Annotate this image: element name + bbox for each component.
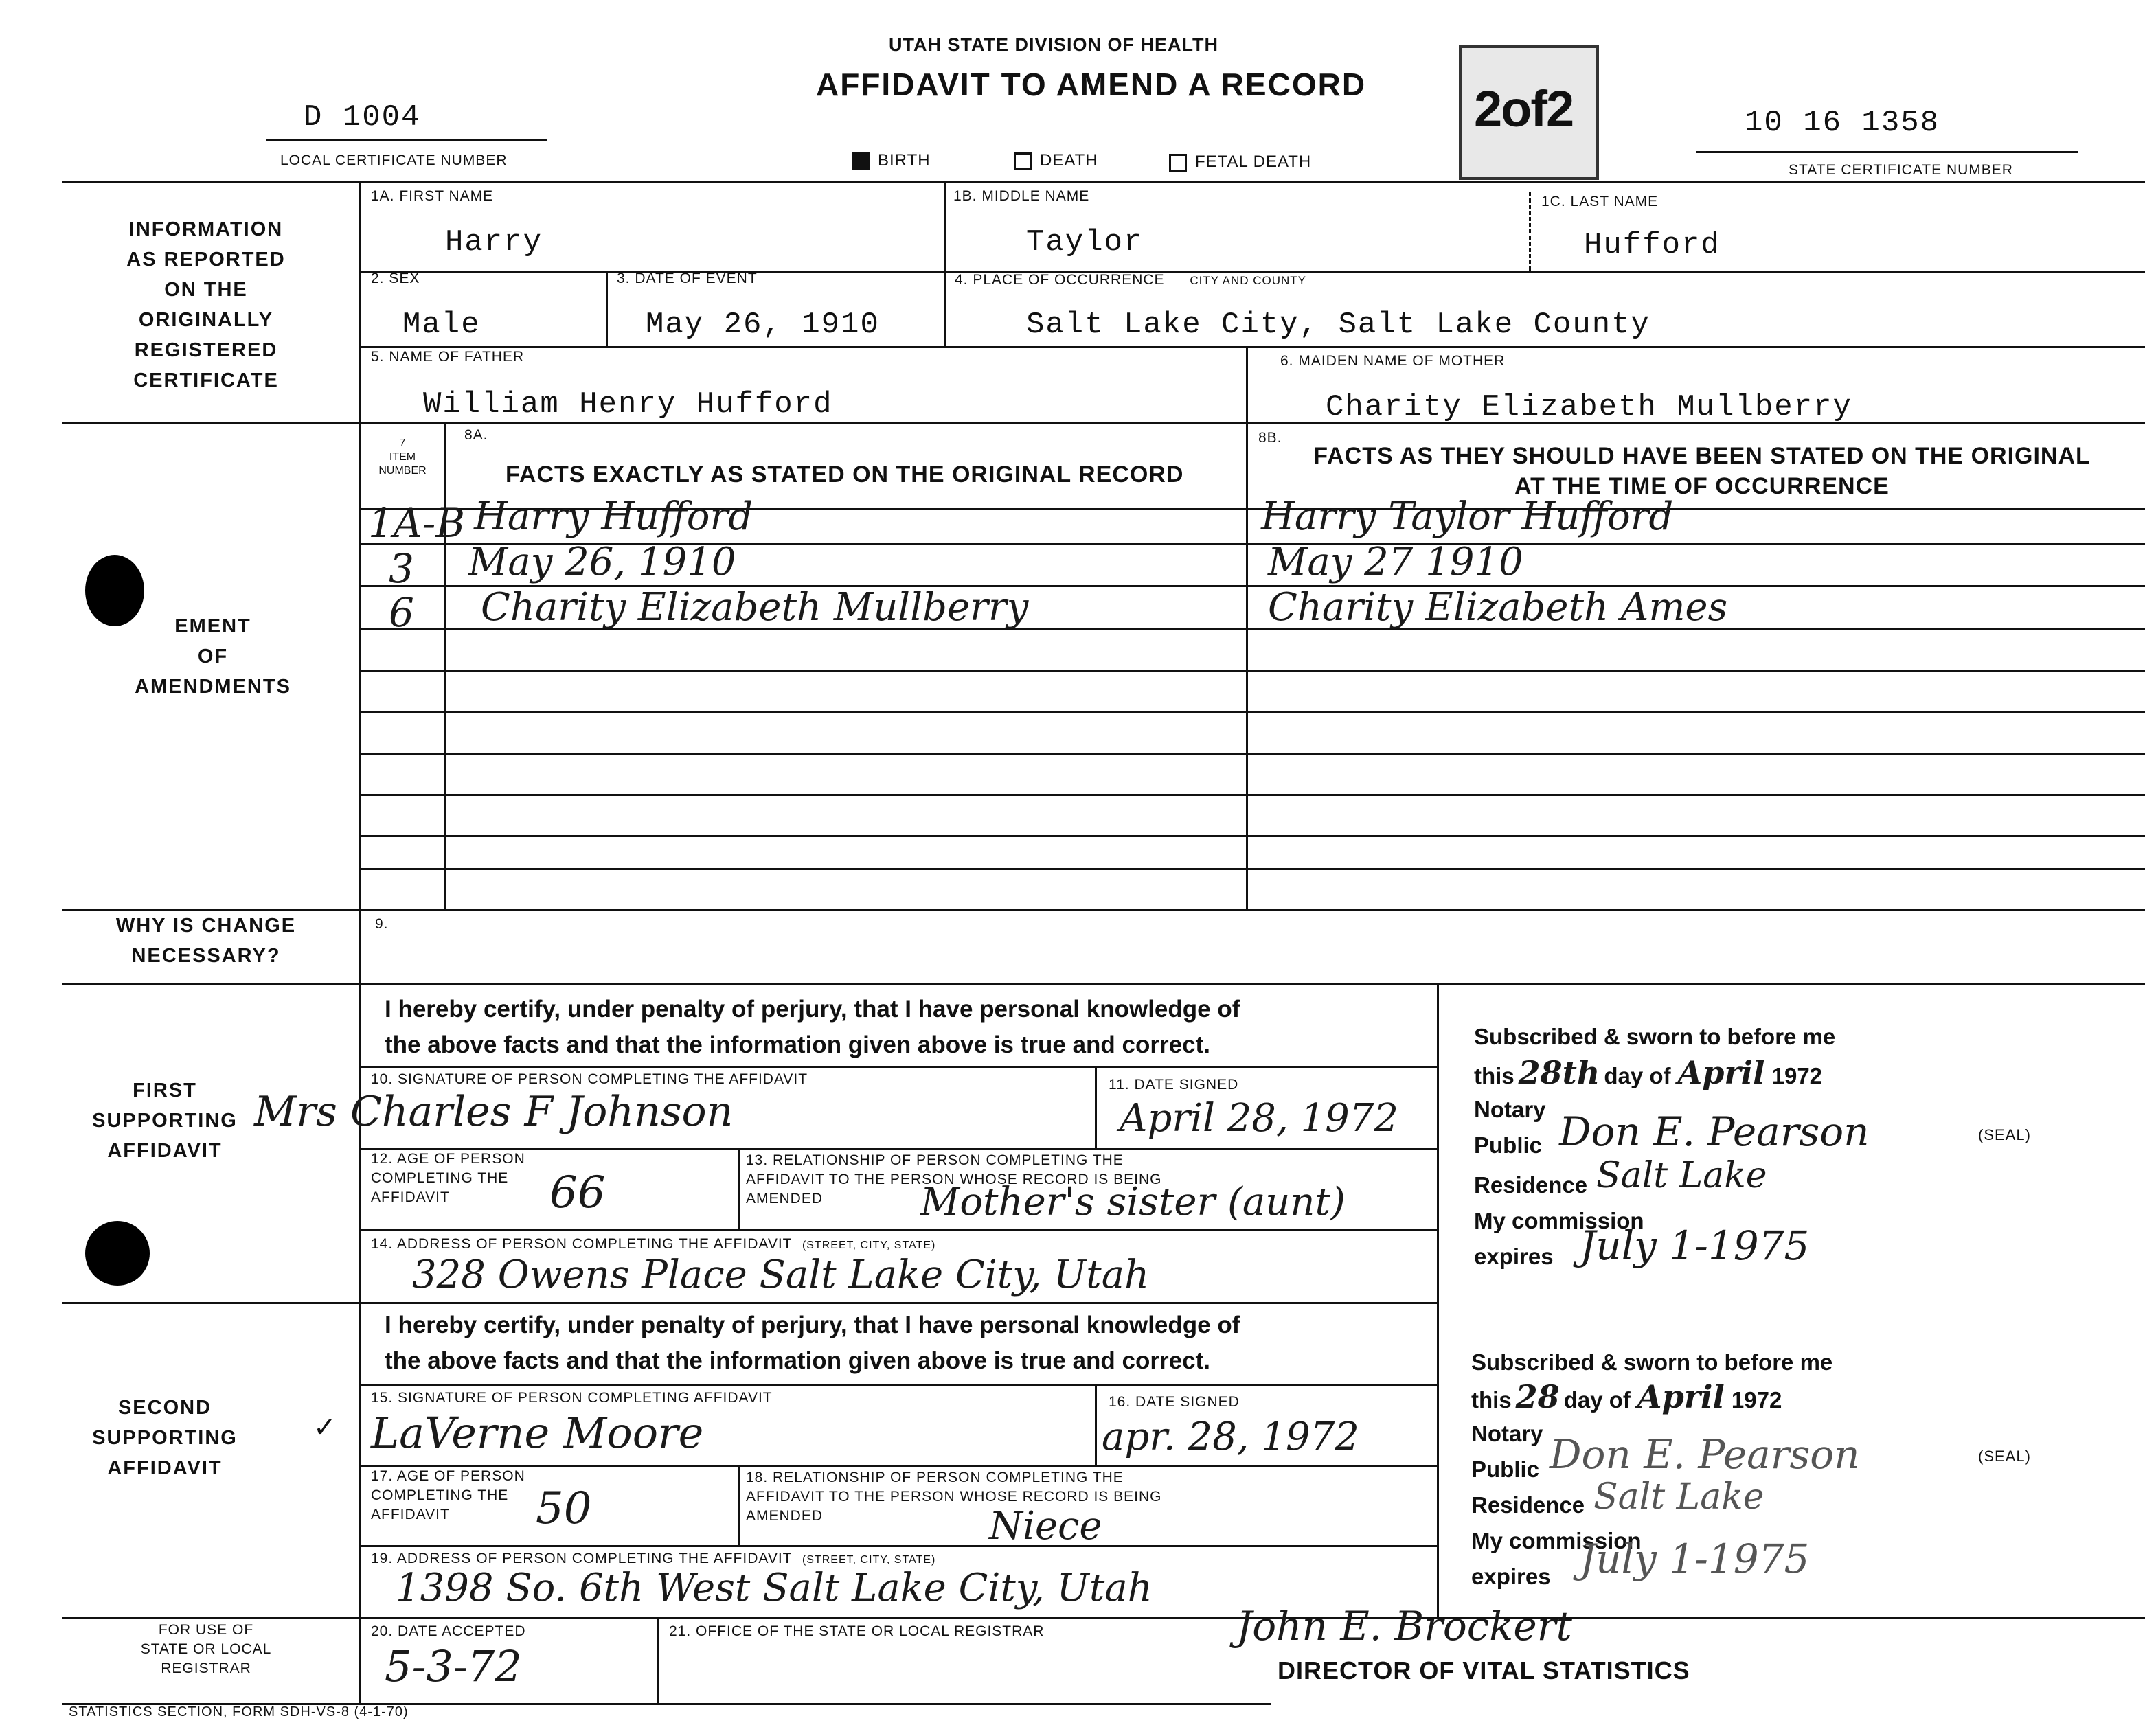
registrar-title: DIRECTOR OF VITAL STATISTICS bbox=[1278, 1656, 1690, 1684]
date-of-event-label: 3. DATE OF EVENT bbox=[617, 271, 758, 286]
amend-row-3-original[interactable]: Charity Elizabeth Mullberry bbox=[481, 585, 1029, 630]
notary1-commission-label: My commission expires bbox=[1474, 1208, 1644, 1269]
second-address-label: 19. ADDRESS OF PERSON COMPLETING THE AFFIDAVIT (STREET, CITY, STATE) bbox=[371, 1551, 936, 1566]
col-8b-title: FACTS AS THEY SHOULD HAVE BEEN STATED ON THE ORIGINAL AT THE TIME OF OCCURRENCE bbox=[1313, 443, 2091, 499]
sex-value[interactable]: Male bbox=[402, 308, 481, 342]
why-label: 9. bbox=[375, 916, 389, 932]
state-certificate-caption: STATE CERTIFICATE NUMBER bbox=[1789, 162, 2013, 178]
place-sublabel: CITY AND COUNTY bbox=[1190, 274, 1306, 287]
col-8a-title: FACTS EXACTLY AS STATED ON THE ORIGINAL RECORD bbox=[506, 461, 1184, 488]
type-fetal-death[interactable]: FETAL DEATH bbox=[1169, 152, 1311, 172]
second-address-sublabel: (STREET, CITY, STATE) bbox=[802, 1554, 936, 1566]
amend-row-2-corrected[interactable]: May 27 1910 bbox=[1268, 540, 1523, 584]
notary1-residence[interactable]: Salt Lake bbox=[1596, 1155, 1767, 1196]
notary2-sworn: Subscribed & sworn to before me bbox=[1471, 1349, 1833, 1375]
first-signature-label: 10. SIGNATURE OF PERSON COMPLETING THE AFFIDAVIT bbox=[371, 1071, 808, 1087]
first-relationship[interactable]: Mother's sister (aunt) bbox=[920, 1180, 1346, 1224]
amend-row-3-item[interactable]: 6 bbox=[389, 589, 414, 636]
col-8a-number: 8A. bbox=[464, 427, 488, 443]
notary1-expires[interactable]: July 1-1975 bbox=[1580, 1222, 1810, 1269]
notary2-public-label: Notary Public bbox=[1471, 1421, 1543, 1482]
local-certificate-caption: LOCAL CERTIFICATE NUMBER bbox=[280, 152, 508, 168]
mother-maiden-name-value[interactable]: Charity Elizabeth Mullberry bbox=[1326, 390, 1852, 424]
first-signature[interactable]: Mrs Charles F Johnson bbox=[254, 1088, 734, 1136]
registrar-office-label: 21. OFFICE OF THE STATE OR LOCAL REGISTRAR bbox=[669, 1623, 1045, 1639]
last-name-value[interactable]: Hufford bbox=[1584, 228, 1721, 262]
notary1-residence-label: Residence bbox=[1474, 1172, 1588, 1198]
fetal-death-checkbox[interactable] bbox=[1169, 154, 1187, 172]
amend-row-2-item[interactable]: 3 bbox=[389, 545, 414, 592]
notary1-seal: (SEAL) bbox=[1978, 1126, 2031, 1143]
state-certificate-number: 10 16 1358 bbox=[1745, 106, 1940, 140]
middle-name-label: 1B. MIDDLE NAME bbox=[953, 188, 1090, 204]
first-date[interactable]: April 28, 1972 bbox=[1120, 1096, 1399, 1141]
place-of-occurrence-value[interactable]: Salt Lake City, Salt Lake County bbox=[1026, 308, 1650, 342]
middle-name-value[interactable]: Taylor bbox=[1026, 225, 1144, 260]
first-address-sublabel: (STREET, CITY, STATE) bbox=[802, 1240, 936, 1251]
second-certify-text: I hereby certify, under penalty of perjury, that I have personal knowledge of the above facts and that the information given above is true and correct. bbox=[385, 1312, 1240, 1374]
agency-name: UTAH STATE DIVISION OF HEALTH bbox=[889, 34, 1218, 55]
second-relationship[interactable]: Niece bbox=[989, 1504, 1102, 1549]
why-field[interactable] bbox=[385, 941, 2102, 975]
first-address[interactable]: 328 Owens Place Salt Lake City, Utah bbox=[412, 1253, 1150, 1297]
date-of-event-value[interactable]: May 26, 1910 bbox=[646, 308, 880, 342]
notary2-month[interactable]: April bbox=[1637, 1378, 1725, 1415]
second-age[interactable]: 50 bbox=[536, 1483, 592, 1534]
second-date-label: 16. DATE SIGNED bbox=[1109, 1394, 1240, 1410]
last-name-label: 1C. LAST NAME bbox=[1541, 194, 1659, 209]
col-8b-number: 8B. bbox=[1258, 430, 1282, 446]
first-date-label: 11. DATE SIGNED bbox=[1109, 1077, 1239, 1093]
first-address-label: 14. ADDRESS OF PERSON COMPLETING THE AFFIDAVIT (STREET, CITY, STATE) bbox=[371, 1236, 936, 1252]
first-name-value[interactable]: Harry bbox=[445, 225, 543, 260]
first-relationship-label: 13. RELATIONSHIP OF PERSON COMPLETING THE AFFIDAVIT TO THE PERSON WHOSE RECORD IS BEING AMENDED bbox=[746, 1152, 1162, 1207]
notary1-name[interactable]: Don E. Pearson bbox=[1559, 1108, 1870, 1155]
second-signature-label: 15. SIGNATURE OF PERSON COMPLETING AFFIDAVIT bbox=[371, 1390, 773, 1406]
section-why-label: WHY IS CHANGE NECESSARY? bbox=[115, 915, 297, 967]
notary2-expires[interactable]: July 1-1975 bbox=[1580, 1535, 1810, 1582]
father-name-label: 5. NAME OF FATHER bbox=[371, 349, 525, 365]
section-amendments-label: EMENT OF AMENDMENTS bbox=[135, 615, 291, 698]
death-checkbox[interactable] bbox=[1014, 152, 1032, 170]
birth-checkbox[interactable] bbox=[852, 152, 870, 170]
place-of-occurrence-label: 4. PLACE OF OCCURRENCE CITY AND COUNTY bbox=[955, 272, 1306, 288]
second-address[interactable]: 1398 So. 6th West Salt Lake City, Utah bbox=[396, 1566, 1153, 1610]
stamp-text: 2of2 bbox=[1474, 80, 1574, 137]
amend-row-2-original[interactable]: May 26, 1910 bbox=[468, 540, 736, 584]
amend-row-1-corrected[interactable]: Harry Taylor Hufford bbox=[1261, 494, 1674, 539]
section-registrar-label: FOR USE OF STATE OR LOCAL REGISTRAR bbox=[140, 1622, 272, 1676]
notary1-day-line: this 28th day of April 1972 bbox=[1474, 1054, 1823, 1091]
notary1-public-label: Notary Public bbox=[1474, 1097, 1546, 1158]
notary2-day-line: this 28 day of April 1972 bbox=[1471, 1378, 1782, 1415]
section-first-affidavit-label: FIRST SUPPORTING AFFIDAVIT bbox=[92, 1080, 238, 1162]
notary1-month[interactable]: April bbox=[1677, 1054, 1765, 1091]
check-mark: ✓ bbox=[313, 1413, 337, 1443]
date-accepted-label: 20. DATE ACCEPTED bbox=[371, 1623, 526, 1639]
date-accepted[interactable]: 5-3-72 bbox=[385, 1641, 522, 1691]
section-info-label: INFORMATION AS REPORTED ON THE ORIGINALLY REGISTERED CERTIFICATE bbox=[126, 218, 286, 391]
punch-hole bbox=[85, 1221, 150, 1286]
mother-maiden-name-label: 6. MAIDEN NAME OF MOTHER bbox=[1280, 353, 1506, 369]
section-second-affidavit-label: SECOND SUPPORTING AFFIDAVIT bbox=[92, 1397, 238, 1479]
form-title: AFFIDAVIT TO AMEND A RECORD bbox=[816, 67, 1367, 102]
notary1-sworn: Subscribed & sworn to before me bbox=[1474, 1024, 1836, 1049]
notary2-seal: (SEAL) bbox=[1978, 1448, 2031, 1465]
first-name-label: 1A. FIRST NAME bbox=[371, 188, 494, 204]
amend-row-3-corrected[interactable]: Charity Elizabeth Ames bbox=[1268, 585, 1728, 630]
notary2-name[interactable]: Don E. Pearson bbox=[1550, 1431, 1860, 1478]
sex-label: 2. SEX bbox=[371, 271, 420, 286]
first-certify-text: I hereby certify, under penalty of perjury, that I have personal knowledge of the above facts and that the information given above is true and correct. bbox=[385, 996, 1240, 1058]
type-death[interactable]: DEATH bbox=[1014, 151, 1098, 170]
form-footer: STATISTICS SECTION, FORM SDH-VS-8 (4-1-70) bbox=[69, 1704, 409, 1720]
local-certificate-number: D 1004 bbox=[304, 100, 421, 135]
notary2-commission-label: My commission expires bbox=[1471, 1528, 1642, 1589]
first-age-label: 12. AGE OF PERSON COMPLETING THE AFFIDAVIT bbox=[371, 1151, 525, 1205]
page-stamp bbox=[1459, 45, 1599, 180]
father-name-value[interactable]: William Henry Hufford bbox=[423, 387, 833, 422]
first-age[interactable]: 66 bbox=[549, 1167, 606, 1218]
second-date[interactable]: apr. 28, 1972 bbox=[1102, 1415, 1359, 1459]
notary2-day[interactable]: 28 bbox=[1515, 1378, 1560, 1415]
notary1-day[interactable]: 28th bbox=[1518, 1054, 1600, 1091]
amend-row-1-original[interactable]: Harry Hufford bbox=[474, 494, 753, 539]
second-signature[interactable]: LaVerne Moore bbox=[371, 1408, 704, 1458]
notary2-residence[interactable]: Salt Lake bbox=[1593, 1476, 1764, 1518]
punch-hole bbox=[85, 555, 144, 626]
second-relationship-label: 18. RELATIONSHIP OF PERSON COMPLETING THE AFFIDAVIT TO THE PERSON WHOSE RECORD IS BEING AMENDED bbox=[746, 1470, 1162, 1524]
notary2-residence-label: Residence bbox=[1471, 1492, 1585, 1518]
second-age-label: 17. AGE OF PERSON COMPLETING THE AFFIDAVIT bbox=[371, 1468, 525, 1522]
amend-row-1-item[interactable]: 1A-B bbox=[368, 500, 466, 547]
item-number-label: 7 ITEM NUMBER bbox=[378, 437, 427, 477]
registrar-signature: John E. Brockert bbox=[1236, 1603, 1572, 1649]
type-birth[interactable]: BIRTH bbox=[852, 151, 931, 170]
